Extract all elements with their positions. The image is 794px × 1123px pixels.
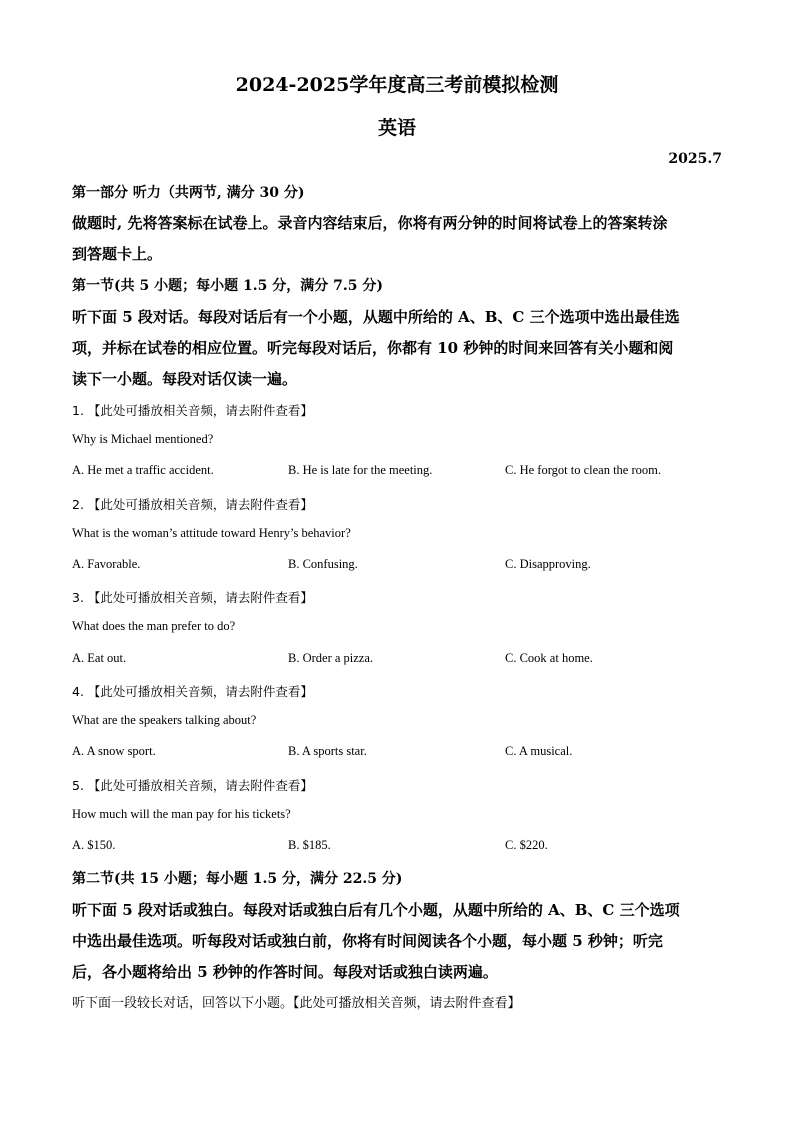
section2-instruction-line1: 听下面 5 段对话或独白。每段对话或独白后有几个小题，从题中所给的 A、B、C 三个选项 — [72, 901, 680, 919]
question-3-option-b: B. Order a pizza. — [288, 651, 374, 665]
section1-instruction-line1: 听下面 5 段对话。每段对话后有一个小题，从题中所给的 A、B、C 三个选项中选出最佳选 — [72, 308, 680, 326]
subject-title: 英语 — [377, 117, 416, 139]
section2-instruction-line3: 后，各小题将给出 5 秒钟的作答时间。每段对话或独白读两遍。 — [72, 963, 498, 981]
part1-instruction-line1: 做题时, 先将答案标在试卷上。录音内容结束后，你将有两分钟的时间将试卷上的答案转涂 — [72, 214, 668, 232]
exam-title: 2024-2025学年度高三考前模拟检测 — [235, 74, 559, 96]
question-2-text: What is the woman’s attitude toward Henry’s behavior? — [72, 526, 351, 540]
question-5-option-a: A. $150. — [72, 838, 116, 852]
section2-heading: 第二节(共 15 小题；每小题 1.5 分，满分 22.5 分) — [72, 871, 403, 887]
question-2-option-b: B. Confusing. — [288, 557, 358, 571]
section1-instruction-line3: 读下一小题。每段对话仅读一遍。 — [72, 370, 298, 388]
question-1-option-c: C. He forgot to clean the room. — [505, 463, 661, 477]
question-4-option-a: A. A snow sport. — [72, 744, 156, 758]
question-2-audio-link[interactable]: 2. 【此处可播放相关音频，请去附件查看】 — [72, 497, 313, 512]
question-1-audio-link[interactable]: 1. 【此处可播放相关音频，请去附件查看】 — [72, 403, 313, 418]
exam-date: 2025.7 — [668, 151, 722, 167]
question-2-option-a: A. Favorable. — [72, 557, 141, 571]
question-4-option-c: C. A musical. — [505, 744, 573, 758]
question-3-audio-link[interactable]: 3. 【此处可播放相关音频，请去附件查看】 — [72, 590, 313, 605]
section2-instruction-line2: 中选出最佳选项。听每段对话或独白前，你将有时间阅读各个小题，每小题 5 秒钟；听完 — [72, 932, 663, 950]
question-2-option-c: C. Disapproving. — [505, 557, 591, 571]
section1-instruction-line2: 项，并标在试卷的相应位置。听完每段对话后，你都有 10 秒钟的时间来回答有关小题和阅 — [72, 339, 674, 357]
section1-heading: 第一节(共 5 小题；每小题 1.5 分，满分 7.5 分) — [72, 278, 383, 294]
question-4-option-b: B. A sports star. — [288, 744, 367, 758]
part1-instruction-line2: 到答题卡上。 — [72, 245, 163, 263]
question-3-option-a: A. Eat out. — [72, 651, 127, 665]
question-1-text: Why is Michael mentioned? — [72, 432, 214, 446]
question-1-option-a: A. He met a traffic accident. — [72, 463, 214, 477]
question-5-option-c: C. $220. — [505, 838, 548, 852]
question-3-option-c: C. Cook at home. — [505, 651, 593, 665]
question-3-text: What does the man prefer to do? — [72, 619, 236, 633]
question-5-option-b: B. $185. — [288, 838, 331, 852]
part1-heading: 第一部分 听力（共两节, 满分 30 分) — [72, 185, 305, 201]
question-4-audio-link[interactable]: 4. 【此处可播放相关音频，请去附件查看】 — [72, 684, 313, 699]
question-5-audio-link[interactable]: 5. 【此处可播放相关音频，请去附件查看】 — [72, 778, 313, 793]
question-1-option-b: B. He is late for the meeting. — [288, 463, 433, 477]
question-5-text: How much will the man pay for his tickets? — [72, 807, 291, 821]
question-4-text: What are the speakers talking about? — [72, 713, 257, 727]
section2-listen-prompt[interactable]: 听下面一段较长对话，回答以下小题。【此处可播放相关音频，请去附件查看】 — [72, 996, 521, 1011]
